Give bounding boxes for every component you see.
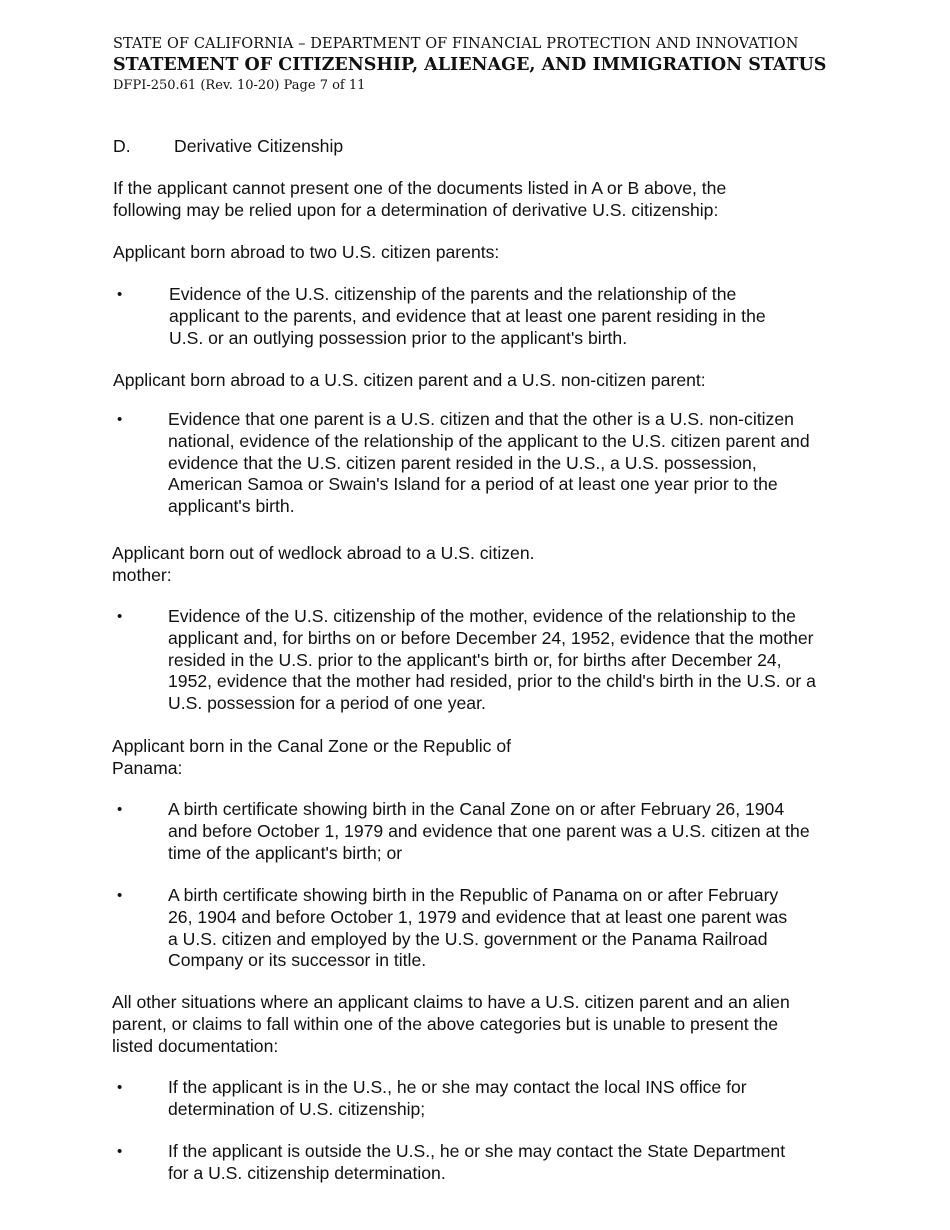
bullet-line: for a U.S. citizenship determination. xyxy=(168,1162,446,1183)
bullet-two-parents-evidence xyxy=(169,284,766,349)
bullet-line: U.S. or an outlying possession prior to the applicant's birth. xyxy=(169,327,628,348)
heading-canal-zone xyxy=(112,736,576,780)
bullet-line: evidence that the U.S. citizen parent resided in the U.S., a U.S. possession, xyxy=(168,452,757,473)
bullet-panama-birth xyxy=(168,885,787,972)
bullet-line: U.S. possession for a period of one year. xyxy=(168,693,486,714)
heading-line: All other situations where an applicant claims to have a U.S. citizen parent and an alien xyxy=(112,992,790,1012)
heading-line: parent, or claims to fall within one of the above categories but is unable to present the xyxy=(112,1013,779,1034)
heading-line: Applicant born in the Canal Zone or the Republic of xyxy=(112,736,512,756)
heading-other-situations xyxy=(112,992,790,1057)
bullet-marker: • xyxy=(117,887,123,904)
bullet-line: Company or its successor in title. xyxy=(168,950,427,971)
bullet-line: Evidence that one parent is a U.S. citizen and that the other is a U.S. non-citizen xyxy=(168,409,794,429)
intro-line: following may be relied upon for a determination of derivative U.S. citizenship: xyxy=(113,199,719,220)
bullet-line: 1952, evidence that the mother had resided, prior to the child's birth in the U.S. or a xyxy=(168,671,816,692)
form-title: STATEMENT OF CITIZENSHIP, ALIENAGE, AND IMMIGRATION STATUS xyxy=(113,55,827,75)
bullet-line: Evidence of the U.S. citizenship of the mother, evidence of the relationship to the xyxy=(168,606,796,626)
bullet-line: A birth certificate showing birth in the Republic of Panama on or after February xyxy=(168,885,779,905)
bullet-one-parent-evidence xyxy=(168,409,810,518)
heading-line: listed documentation: xyxy=(112,1035,279,1056)
bullet-marker: • xyxy=(117,411,123,428)
heading-line: Panama: xyxy=(112,757,183,778)
agency-header: STATE OF CALIFORNIA – DEPARTMENT OF FINANCIAL PROTECTION AND INNOVATION xyxy=(113,36,799,52)
bullet-canal-zone-birth xyxy=(168,799,810,864)
bullet-line: a U.S. citizen and employed by the U.S. government or the Panama Railroad xyxy=(168,928,768,949)
bullet-applicant-in-us xyxy=(168,1077,747,1121)
intro-paragraph xyxy=(113,178,726,222)
bullet-wedlock-evidence xyxy=(168,606,816,715)
bullet-marker: • xyxy=(117,801,123,818)
bullet-line: Evidence of the U.S. citizenship of the parents and the relationship of the xyxy=(169,284,737,304)
section-letter: D. xyxy=(113,136,131,156)
heading-line: mother: xyxy=(112,564,172,585)
bullet-line: applicant to the parents, and evidence that at least one parent residing in the xyxy=(169,305,766,326)
intro-line: If the applicant cannot present one of the documents listed in A or B above, the xyxy=(113,178,727,198)
heading-line: Applicant born out of wedlock abroad to a U.S. citizen. xyxy=(112,543,535,563)
bullet-line: applicant and, for births on or before December 24, 1952, evidence that the mother xyxy=(168,627,814,648)
bullet-line: applicant's birth. xyxy=(168,496,295,517)
bullet-line: If the applicant is outside the U.S., he or she may contact the State Department xyxy=(168,1141,786,1161)
form-number-page: DFPI-250.61 (Rev. 10-20) Page 7 of 11 xyxy=(113,78,366,93)
bullet-line: determination of U.S. citizenship; xyxy=(168,1098,426,1119)
heading-two-citizen-parents: Applicant born abroad to two U.S. citizen parents: xyxy=(113,242,500,262)
bullet-line: resided in the U.S. prior to the applicant's birth or, for births after December 24, xyxy=(168,649,782,670)
bullet-line: A birth certificate showing birth in the Canal Zone on or after February 26, 1904 xyxy=(168,799,785,819)
heading-one-citizen-parent: Applicant born abroad to a U.S. citizen parent and a U.S. non-citizen parent: xyxy=(113,370,706,390)
bullet-marker: • xyxy=(117,286,123,303)
heading-out-of-wedlock xyxy=(112,543,584,587)
section-title: Derivative Citizenship xyxy=(174,136,344,156)
bullet-line: American Samoa or Swain's Island for a period of at least one year prior to the xyxy=(168,474,778,495)
bullet-line: national, evidence of the relationship of the applicant to the U.S. citizen parent and xyxy=(168,430,810,451)
bullet-applicant-outside-us xyxy=(168,1141,785,1185)
bullet-line: If the applicant is in the U.S., he or she may contact the local INS office for xyxy=(168,1077,747,1097)
bullet-line: time of the applicant's birth; or xyxy=(168,842,403,863)
bullet-marker: • xyxy=(117,1143,123,1160)
bullet-line: 26, 1904 and before October 1, 1979 and evidence that at least one parent was xyxy=(168,906,788,927)
bullet-line: and before October 1, 1979 and evidence that one parent was a U.S. citizen at the xyxy=(168,820,810,841)
bullet-marker: • xyxy=(117,608,123,625)
bullet-marker: • xyxy=(117,1079,123,1096)
